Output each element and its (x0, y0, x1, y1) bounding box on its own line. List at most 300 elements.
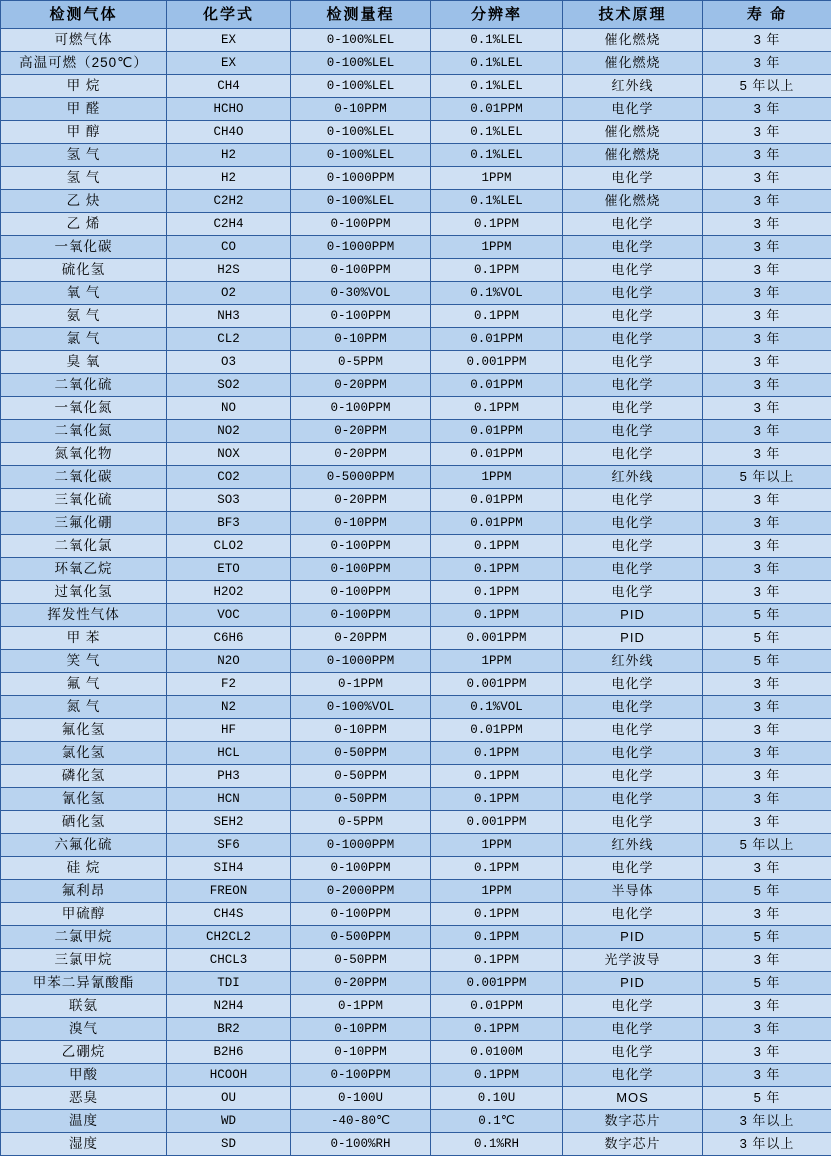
cell-detection-range: 0-10PPM (291, 1018, 431, 1041)
cell-gas-name: 磷化氢 (1, 765, 167, 788)
cell-chemical-formula: WD (167, 1110, 291, 1133)
cell-technical-principle: 电化学 (563, 374, 703, 397)
cell-gas-name: 氟利昂 (1, 880, 167, 903)
cell-detection-range: 0-20PPM (291, 972, 431, 995)
cell-detection-range: 0-1000PPM (291, 236, 431, 259)
table-row (1, 535, 831, 558)
cell-detection-range: 0-500PPM (291, 926, 431, 949)
cell-lifespan: 3 年 (703, 190, 831, 213)
cell-technical-principle: 数字芯片 (563, 1110, 703, 1133)
cell-lifespan: 3 年 (703, 420, 831, 443)
header-gas-name: 检测气体 (1, 1, 167, 29)
cell-technical-principle: 红外线 (563, 834, 703, 857)
cell-resolution: 1PPM (431, 650, 563, 673)
cell-chemical-formula: CH4O (167, 121, 291, 144)
cell-technical-principle: 电化学 (563, 282, 703, 305)
cell-detection-range: 0-100PPM (291, 213, 431, 236)
cell-chemical-formula: CH2CL2 (167, 926, 291, 949)
table-row (1, 857, 831, 880)
cell-resolution: 0.1%LEL (431, 144, 563, 167)
cell-lifespan: 3 年 (703, 1064, 831, 1087)
cell-resolution: 0.1%LEL (431, 121, 563, 144)
cell-technical-principle: MOS (563, 1087, 703, 1110)
cell-gas-name: 臭 氧 (1, 351, 167, 374)
cell-gas-name: 乙 炔 (1, 190, 167, 213)
cell-gas-name: 联氨 (1, 995, 167, 1018)
cell-chemical-formula: ETO (167, 558, 291, 581)
cell-detection-range: 0-100PPM (291, 581, 431, 604)
cell-resolution: 0.001PPM (431, 811, 563, 834)
cell-detection-range: 0-100PPM (291, 558, 431, 581)
cell-gas-name: 二氧化氯 (1, 535, 167, 558)
cell-resolution: 0.1PPM (431, 765, 563, 788)
cell-gas-name: 氨 气 (1, 305, 167, 328)
table-row (1, 351, 831, 374)
cell-lifespan: 3 年以上 (703, 1110, 831, 1133)
cell-technical-principle: 电化学 (563, 328, 703, 351)
table-row (1, 926, 831, 949)
cell-lifespan: 5 年 (703, 604, 831, 627)
cell-chemical-formula: HF (167, 719, 291, 742)
cell-resolution: 0.001PPM (431, 627, 563, 650)
cell-detection-range: 0-100%LEL (291, 121, 431, 144)
cell-gas-name: 甲硫醇 (1, 903, 167, 926)
cell-chemical-formula: EX (167, 29, 291, 52)
cell-lifespan: 3 年 (703, 167, 831, 190)
cell-gas-name: 可燃气体 (1, 29, 167, 52)
cell-technical-principle: 电化学 (563, 167, 703, 190)
cell-lifespan: 3 年 (703, 949, 831, 972)
cell-detection-range: 0-20PPM (291, 489, 431, 512)
cell-technical-principle: 数字芯片 (563, 1133, 703, 1156)
cell-detection-range: 0-1000PPM (291, 834, 431, 857)
cell-technical-principle: 催化燃烧 (563, 190, 703, 213)
cell-resolution: 0.01PPM (431, 719, 563, 742)
cell-gas-name: 乙硼烷 (1, 1041, 167, 1064)
cell-lifespan: 3 年 (703, 558, 831, 581)
cell-chemical-formula: NO (167, 397, 291, 420)
cell-detection-range: 0-100PPM (291, 535, 431, 558)
cell-gas-name: 湿度 (1, 1133, 167, 1156)
table-row (1, 466, 831, 489)
cell-technical-principle: 电化学 (563, 903, 703, 926)
cell-technical-principle: 电化学 (563, 1018, 703, 1041)
cell-technical-principle: 红外线 (563, 650, 703, 673)
cell-resolution: 0.1PPM (431, 903, 563, 926)
cell-gas-name: 氰化氢 (1, 788, 167, 811)
cell-lifespan: 3 年 (703, 29, 831, 52)
cell-gas-name: 二氯甲烷 (1, 926, 167, 949)
cell-lifespan: 3 年 (703, 903, 831, 926)
cell-resolution: 0.1PPM (431, 1018, 563, 1041)
cell-technical-principle: 催化燃烧 (563, 52, 703, 75)
cell-chemical-formula: SO3 (167, 489, 291, 512)
cell-gas-name: 甲酸 (1, 1064, 167, 1087)
cell-chemical-formula: CL2 (167, 328, 291, 351)
cell-chemical-formula: EX (167, 52, 291, 75)
cell-chemical-formula: BR2 (167, 1018, 291, 1041)
cell-chemical-formula: C6H6 (167, 627, 291, 650)
cell-resolution: 0.01PPM (431, 443, 563, 466)
cell-detection-range: 0-20PPM (291, 443, 431, 466)
header-resolution: 分辨率 (431, 1, 563, 29)
table-row (1, 972, 831, 995)
cell-lifespan: 3 年 (703, 328, 831, 351)
cell-lifespan: 3 年 (703, 282, 831, 305)
cell-lifespan: 3 年 (703, 397, 831, 420)
table-row (1, 903, 831, 926)
cell-resolution: 0.0100M (431, 1041, 563, 1064)
cell-gas-name: 三氧化硫 (1, 489, 167, 512)
cell-resolution: 0.01PPM (431, 995, 563, 1018)
cell-detection-range: 0-1PPM (291, 673, 431, 696)
table-row (1, 995, 831, 1018)
cell-gas-name: 硫化氢 (1, 259, 167, 282)
cell-technical-principle: 电化学 (563, 1041, 703, 1064)
cell-technical-principle: 电化学 (563, 742, 703, 765)
cell-lifespan: 3 年 (703, 121, 831, 144)
cell-technical-principle: 半导体 (563, 880, 703, 903)
cell-resolution: 0.1PPM (431, 535, 563, 558)
cell-lifespan: 3 年 (703, 696, 831, 719)
cell-resolution: 0.1%LEL (431, 190, 563, 213)
cell-gas-name: 环氧乙烷 (1, 558, 167, 581)
table-row (1, 420, 831, 443)
cell-detection-range: 0-100%RH (291, 1133, 431, 1156)
cell-gas-name: 氮 气 (1, 696, 167, 719)
cell-resolution: 0.1PPM (431, 788, 563, 811)
table-row (1, 1110, 831, 1133)
cell-gas-name: 二氧化氮 (1, 420, 167, 443)
table-row (1, 98, 831, 121)
table-row (1, 512, 831, 535)
cell-gas-name: 氟化氢 (1, 719, 167, 742)
cell-chemical-formula: N2H4 (167, 995, 291, 1018)
cell-chemical-formula: PH3 (167, 765, 291, 788)
cell-lifespan: 5 年以上 (703, 834, 831, 857)
table-row (1, 765, 831, 788)
cell-detection-range: 0-50PPM (291, 788, 431, 811)
cell-resolution: 0.1PPM (431, 926, 563, 949)
cell-gas-name: 氧 气 (1, 282, 167, 305)
cell-detection-range: 0-50PPM (291, 742, 431, 765)
table-header (1, 1, 831, 29)
cell-detection-range: 0-100PPM (291, 1064, 431, 1087)
cell-lifespan: 3 年 (703, 305, 831, 328)
cell-lifespan: 3 年 (703, 213, 831, 236)
table-row (1, 834, 831, 857)
cell-chemical-formula: CH4S (167, 903, 291, 926)
cell-technical-principle: PID (563, 627, 703, 650)
cell-chemical-formula: NO2 (167, 420, 291, 443)
cell-lifespan: 3 年 (703, 98, 831, 121)
table-row (1, 1041, 831, 1064)
cell-technical-principle: 电化学 (563, 1064, 703, 1087)
table-header-row (1, 1, 831, 29)
cell-technical-principle: 电化学 (563, 857, 703, 880)
cell-chemical-formula: HCHO (167, 98, 291, 121)
cell-gas-name: 过氧化氢 (1, 581, 167, 604)
cell-lifespan: 3 年 (703, 351, 831, 374)
cell-lifespan: 3 年 (703, 719, 831, 742)
table-row (1, 581, 831, 604)
cell-technical-principle: 电化学 (563, 719, 703, 742)
cell-detection-range: 0-50PPM (291, 765, 431, 788)
cell-gas-name: 硅 烷 (1, 857, 167, 880)
cell-chemical-formula: C2H4 (167, 213, 291, 236)
cell-gas-name: 氢 气 (1, 144, 167, 167)
cell-lifespan: 5 年 (703, 880, 831, 903)
cell-resolution: 0.1PPM (431, 949, 563, 972)
cell-chemical-formula: VOC (167, 604, 291, 627)
cell-technical-principle: 电化学 (563, 581, 703, 604)
cell-detection-range: 0-10PPM (291, 1041, 431, 1064)
cell-detection-range: 0-100%VOL (291, 696, 431, 719)
cell-detection-range: 0-10PPM (291, 512, 431, 535)
cell-detection-range: 0-20PPM (291, 420, 431, 443)
cell-detection-range: 0-100PPM (291, 397, 431, 420)
cell-resolution: 0.1PPM (431, 857, 563, 880)
cell-technical-principle: 电化学 (563, 236, 703, 259)
cell-chemical-formula: F2 (167, 673, 291, 696)
table-row (1, 604, 831, 627)
cell-resolution: 0.1PPM (431, 581, 563, 604)
cell-resolution: 0.1PPM (431, 305, 563, 328)
table-row (1, 397, 831, 420)
cell-resolution: 1PPM (431, 880, 563, 903)
cell-gas-name: 甲 苯 (1, 627, 167, 650)
cell-detection-range: 0-20PPM (291, 627, 431, 650)
cell-technical-principle: 红外线 (563, 466, 703, 489)
cell-resolution: 0.01PPM (431, 512, 563, 535)
table-row (1, 259, 831, 282)
table-row (1, 121, 831, 144)
cell-detection-range: 0-20PPM (291, 374, 431, 397)
cell-resolution: 0.01PPM (431, 98, 563, 121)
table-row (1, 742, 831, 765)
cell-chemical-formula: NH3 (167, 305, 291, 328)
table-row (1, 788, 831, 811)
table-row (1, 489, 831, 512)
cell-lifespan: 3 年 (703, 259, 831, 282)
cell-gas-name: 氯 气 (1, 328, 167, 351)
cell-resolution: 0.1%VOL (431, 696, 563, 719)
cell-gas-name: 氟 气 (1, 673, 167, 696)
cell-technical-principle: 电化学 (563, 98, 703, 121)
cell-chemical-formula: CLO2 (167, 535, 291, 558)
cell-lifespan: 3 年 (703, 581, 831, 604)
cell-resolution: 0.001PPM (431, 351, 563, 374)
cell-detection-range: 0-1000PPM (291, 650, 431, 673)
cell-resolution: 0.001PPM (431, 972, 563, 995)
cell-resolution: 0.1PPM (431, 604, 563, 627)
table-body (1, 29, 831, 1156)
cell-detection-range: 0-10PPM (291, 98, 431, 121)
cell-technical-principle: 电化学 (563, 696, 703, 719)
cell-gas-name: 氢 气 (1, 167, 167, 190)
cell-gas-name: 氮氧化物 (1, 443, 167, 466)
cell-resolution: 0.1PPM (431, 1064, 563, 1087)
table-row (1, 282, 831, 305)
cell-detection-range: 0-10PPM (291, 719, 431, 742)
cell-lifespan: 3 年 (703, 236, 831, 259)
cell-technical-principle: 电化学 (563, 788, 703, 811)
cell-chemical-formula: BF3 (167, 512, 291, 535)
cell-gas-name: 乙 烯 (1, 213, 167, 236)
table-row (1, 627, 831, 650)
cell-lifespan: 5 年 (703, 972, 831, 995)
cell-resolution: 1PPM (431, 834, 563, 857)
cell-chemical-formula: O2 (167, 282, 291, 305)
cell-resolution: 1PPM (431, 167, 563, 190)
cell-chemical-formula: SD (167, 1133, 291, 1156)
cell-detection-range: 0-10PPM (291, 328, 431, 351)
cell-detection-range: 0-100%LEL (291, 190, 431, 213)
cell-chemical-formula: SEH2 (167, 811, 291, 834)
cell-resolution: 0.10U (431, 1087, 563, 1110)
cell-chemical-formula: SIH4 (167, 857, 291, 880)
cell-detection-range: 0-100%LEL (291, 144, 431, 167)
cell-lifespan: 3 年 (703, 673, 831, 696)
table-row (1, 811, 831, 834)
cell-resolution: 0.01PPM (431, 489, 563, 512)
cell-lifespan: 3 年 (703, 512, 831, 535)
table-row (1, 673, 831, 696)
table-row (1, 305, 831, 328)
table-row (1, 144, 831, 167)
table-row (1, 880, 831, 903)
cell-technical-principle: PID (563, 926, 703, 949)
cell-chemical-formula: N2O (167, 650, 291, 673)
cell-lifespan: 3 年 (703, 52, 831, 75)
cell-technical-principle: 电化学 (563, 351, 703, 374)
cell-technical-principle: 催化燃烧 (563, 29, 703, 52)
cell-technical-principle: 电化学 (563, 305, 703, 328)
table-row (1, 443, 831, 466)
cell-technical-principle: 催化燃烧 (563, 121, 703, 144)
cell-chemical-formula: C2H2 (167, 190, 291, 213)
cell-detection-range: 0-5000PPM (291, 466, 431, 489)
cell-chemical-formula: CO2 (167, 466, 291, 489)
cell-detection-range: 0-100PPM (291, 305, 431, 328)
cell-detection-range: 0-100PPM (291, 259, 431, 282)
table-row (1, 719, 831, 742)
cell-resolution: 1PPM (431, 236, 563, 259)
cell-resolution: 0.1%VOL (431, 282, 563, 305)
cell-resolution: 0.1%LEL (431, 52, 563, 75)
cell-gas-name: 溴气 (1, 1018, 167, 1041)
cell-detection-range: 0-100%LEL (291, 52, 431, 75)
cell-lifespan: 3 年 (703, 765, 831, 788)
header-chemical-formula: 化学式 (167, 1, 291, 29)
cell-technical-principle: 电化学 (563, 443, 703, 466)
table-row (1, 1133, 831, 1156)
cell-lifespan: 5 年 (703, 926, 831, 949)
cell-chemical-formula: H2S (167, 259, 291, 282)
cell-chemical-formula: SO2 (167, 374, 291, 397)
cell-chemical-formula: CO (167, 236, 291, 259)
cell-gas-name: 甲 醛 (1, 98, 167, 121)
cell-gas-name: 一氧化氮 (1, 397, 167, 420)
table-row (1, 236, 831, 259)
table-row (1, 558, 831, 581)
cell-resolution: 0.1℃ (431, 1110, 563, 1133)
header-technical-principle: 技术原理 (563, 1, 703, 29)
cell-gas-name: 甲 醇 (1, 121, 167, 144)
cell-technical-principle: 红外线 (563, 75, 703, 98)
cell-gas-name: 挥发性气体 (1, 604, 167, 627)
cell-gas-name: 二氧化碳 (1, 466, 167, 489)
cell-technical-principle: 电化学 (563, 535, 703, 558)
cell-detection-range: 0-100PPM (291, 903, 431, 926)
cell-chemical-formula: FREON (167, 880, 291, 903)
cell-detection-range: 0-30%VOL (291, 282, 431, 305)
cell-lifespan: 3 年 (703, 742, 831, 765)
cell-lifespan: 3 年 (703, 788, 831, 811)
cell-chemical-formula: SF6 (167, 834, 291, 857)
cell-lifespan: 5 年 (703, 627, 831, 650)
cell-resolution: 0.1PPM (431, 397, 563, 420)
cell-technical-principle: 电化学 (563, 558, 703, 581)
table-row (1, 75, 831, 98)
table-row (1, 190, 831, 213)
cell-resolution: 0.1PPM (431, 558, 563, 581)
cell-gas-name: 笑 气 (1, 650, 167, 673)
header-detection-range: 检测量程 (291, 1, 431, 29)
cell-technical-principle: 电化学 (563, 420, 703, 443)
cell-gas-name: 恶臭 (1, 1087, 167, 1110)
cell-chemical-formula: HCOOH (167, 1064, 291, 1087)
table-row (1, 374, 831, 397)
table-row (1, 650, 831, 673)
cell-resolution: 0.1%LEL (431, 29, 563, 52)
cell-chemical-formula: CH4 (167, 75, 291, 98)
cell-detection-range: 0-2000PPM (291, 880, 431, 903)
cell-technical-principle: 催化燃烧 (563, 144, 703, 167)
cell-chemical-formula: N2 (167, 696, 291, 719)
cell-detection-range: 0-1PPM (291, 995, 431, 1018)
cell-gas-name: 一氧化碳 (1, 236, 167, 259)
cell-technical-principle: 电化学 (563, 489, 703, 512)
cell-gas-name: 温度 (1, 1110, 167, 1133)
header-lifespan: 寿 命 (703, 1, 831, 29)
cell-technical-principle: 电化学 (563, 397, 703, 420)
cell-lifespan: 3 年 (703, 535, 831, 558)
cell-gas-name: 甲 烷 (1, 75, 167, 98)
cell-resolution: 0.1PPM (431, 742, 563, 765)
table-row (1, 328, 831, 351)
cell-resolution: 0.01PPM (431, 420, 563, 443)
table-row (1, 52, 831, 75)
cell-chemical-formula: O3 (167, 351, 291, 374)
cell-lifespan: 3 年 (703, 1018, 831, 1041)
table-row (1, 1087, 831, 1110)
cell-technical-principle: 电化学 (563, 213, 703, 236)
cell-resolution: 0.001PPM (431, 673, 563, 696)
cell-detection-range: 0-1000PPM (291, 167, 431, 190)
cell-lifespan: 3 年 (703, 995, 831, 1018)
cell-gas-name: 硒化氢 (1, 811, 167, 834)
cell-gas-name: 三氟化硼 (1, 512, 167, 535)
cell-chemical-formula: B2H6 (167, 1041, 291, 1064)
cell-technical-principle: 电化学 (563, 673, 703, 696)
cell-detection-range: 0-50PPM (291, 949, 431, 972)
cell-technical-principle: PID (563, 604, 703, 627)
table-row (1, 949, 831, 972)
cell-lifespan: 5 年以上 (703, 75, 831, 98)
cell-resolution: 0.01PPM (431, 374, 563, 397)
cell-chemical-formula: H2 (167, 144, 291, 167)
